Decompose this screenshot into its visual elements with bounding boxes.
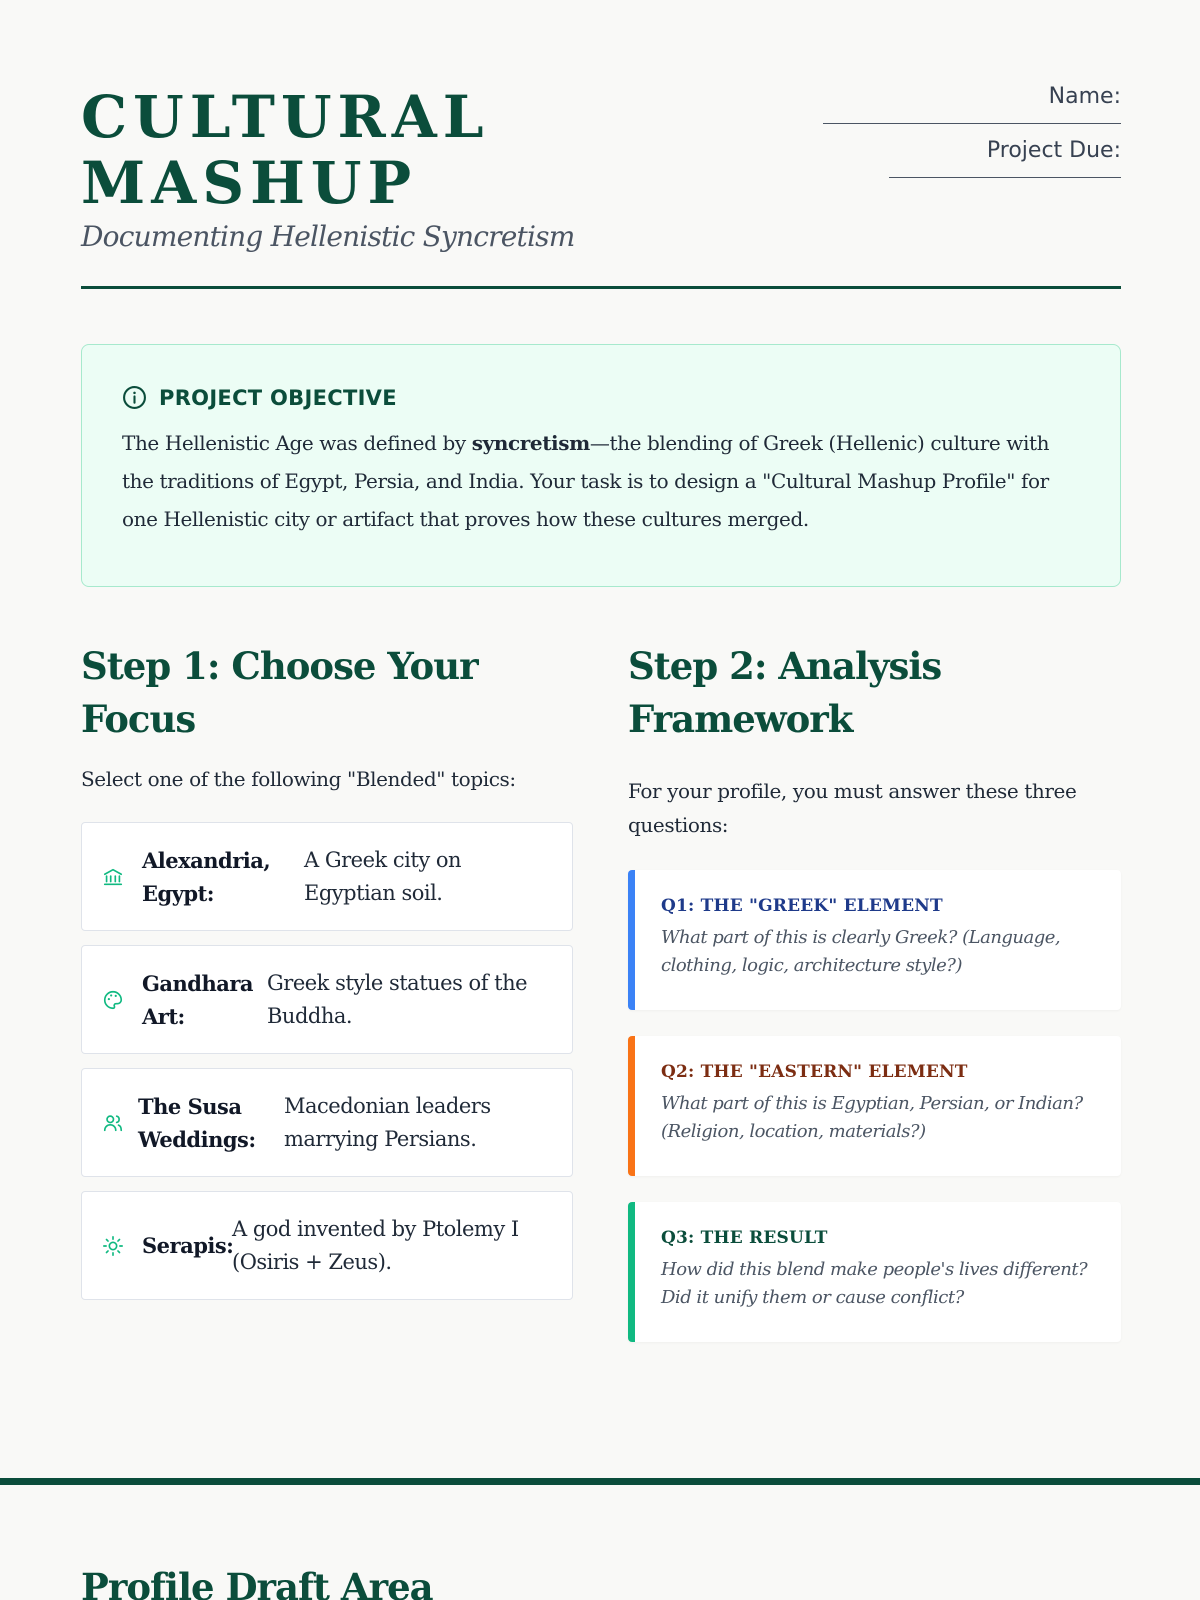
question-text: How did this blend make people's lives different? Did it unify them or cause conflict?	[661, 1259, 1088, 1308]
objective-heading-text: PROJECT OBJECTIVE	[159, 385, 397, 410]
page-title	[81, 84, 601, 216]
topic-alexandria[interactable]	[81, 822, 573, 931]
page-header	[81, 84, 1121, 289]
topic-desc: A Greek city on Egyptian soil.	[304, 847, 462, 905]
question-text: What part of this is Egyptian, Persian, or Indian? (Religion, location, materials?)	[661, 1093, 1083, 1142]
topic-desc: Greek style statues of the Buddha.	[267, 970, 528, 1028]
topic-gandhara[interactable]	[81, 945, 573, 1054]
due-field[interactable]	[889, 177, 1121, 178]
title-line-1: CULTURAL	[81, 83, 490, 151]
step-2-intro: For your profile, you must answer these three questions:	[628, 779, 1077, 837]
step-1-section	[81, 640, 573, 1300]
question-card-1	[628, 870, 1121, 1010]
topic-serapis[interactable]	[81, 1191, 573, 1300]
sun-icon	[102, 1235, 124, 1257]
topic-desc: A god invented by Ptolemy I (Osiris + Zeus).	[232, 1216, 519, 1274]
name-field[interactable]	[823, 123, 1121, 124]
section-divider	[0, 1478, 1200, 1485]
question-title: Q3: THE RESULT	[661, 1228, 828, 1248]
palette-icon	[102, 989, 124, 1011]
name-label: Name:	[1048, 84, 1121, 109]
question-card-3	[628, 1202, 1121, 1342]
objective-text-after: —the blending of Greek (Hellenic) culture with the traditions of Egypt, Persia, and India. Your task is to design a "Cultural Mashup Profile" for one Hellenistic city or artifact that proves how these cultures merged.	[122, 431, 1050, 531]
topic-name: Serapis:	[142, 1233, 234, 1258]
question-text: What part of this is clearly Greek? (Language, clothing, logic, architecture style?)	[661, 927, 1061, 976]
due-label: Project Due:	[986, 138, 1121, 163]
topic-desc: Macedonian leaders marrying Persians.	[284, 1093, 491, 1151]
draft-area-title: Profile Draft Area	[81, 1565, 433, 1600]
step-1-intro: Select one of the following "Blended" topics:	[81, 767, 516, 791]
objective-text-before: The Hellenistic Age was defined by	[122, 431, 472, 455]
title-line-2: MASHUP	[81, 149, 418, 217]
step-1-title: Step 1: Choose Your Focus	[81, 644, 478, 741]
student-info	[801, 84, 1121, 192]
question-title: Q1: THE "GREEK" ELEMENT	[661, 896, 943, 916]
objective-box	[81, 344, 1121, 587]
bank-icon	[102, 866, 124, 888]
step-2-title: Step 2: Analysis Framework	[628, 644, 942, 741]
info-icon	[122, 385, 147, 410]
users-icon	[102, 1112, 124, 1134]
page-subtitle: Documenting Hellenistic Syncretism	[81, 220, 575, 253]
topic-list	[81, 822, 573, 1300]
topic-name: Alexandria, Egypt:	[142, 847, 271, 906]
question-title: Q2: THE "EASTERN" ELEMENT	[661, 1062, 968, 1082]
question-list	[628, 870, 1121, 1342]
topic-name: The Susa Weddings:	[138, 1093, 256, 1152]
step-2-section	[628, 640, 1121, 1342]
objective-heading	[122, 385, 1080, 410]
objective-keyword: syncretism	[471, 431, 590, 455]
topic-susa-weddings[interactable]	[81, 1068, 573, 1177]
topic-name: Gandhara Art:	[142, 970, 254, 1029]
objective-text	[122, 424, 1080, 538]
question-card-2	[628, 1036, 1121, 1176]
